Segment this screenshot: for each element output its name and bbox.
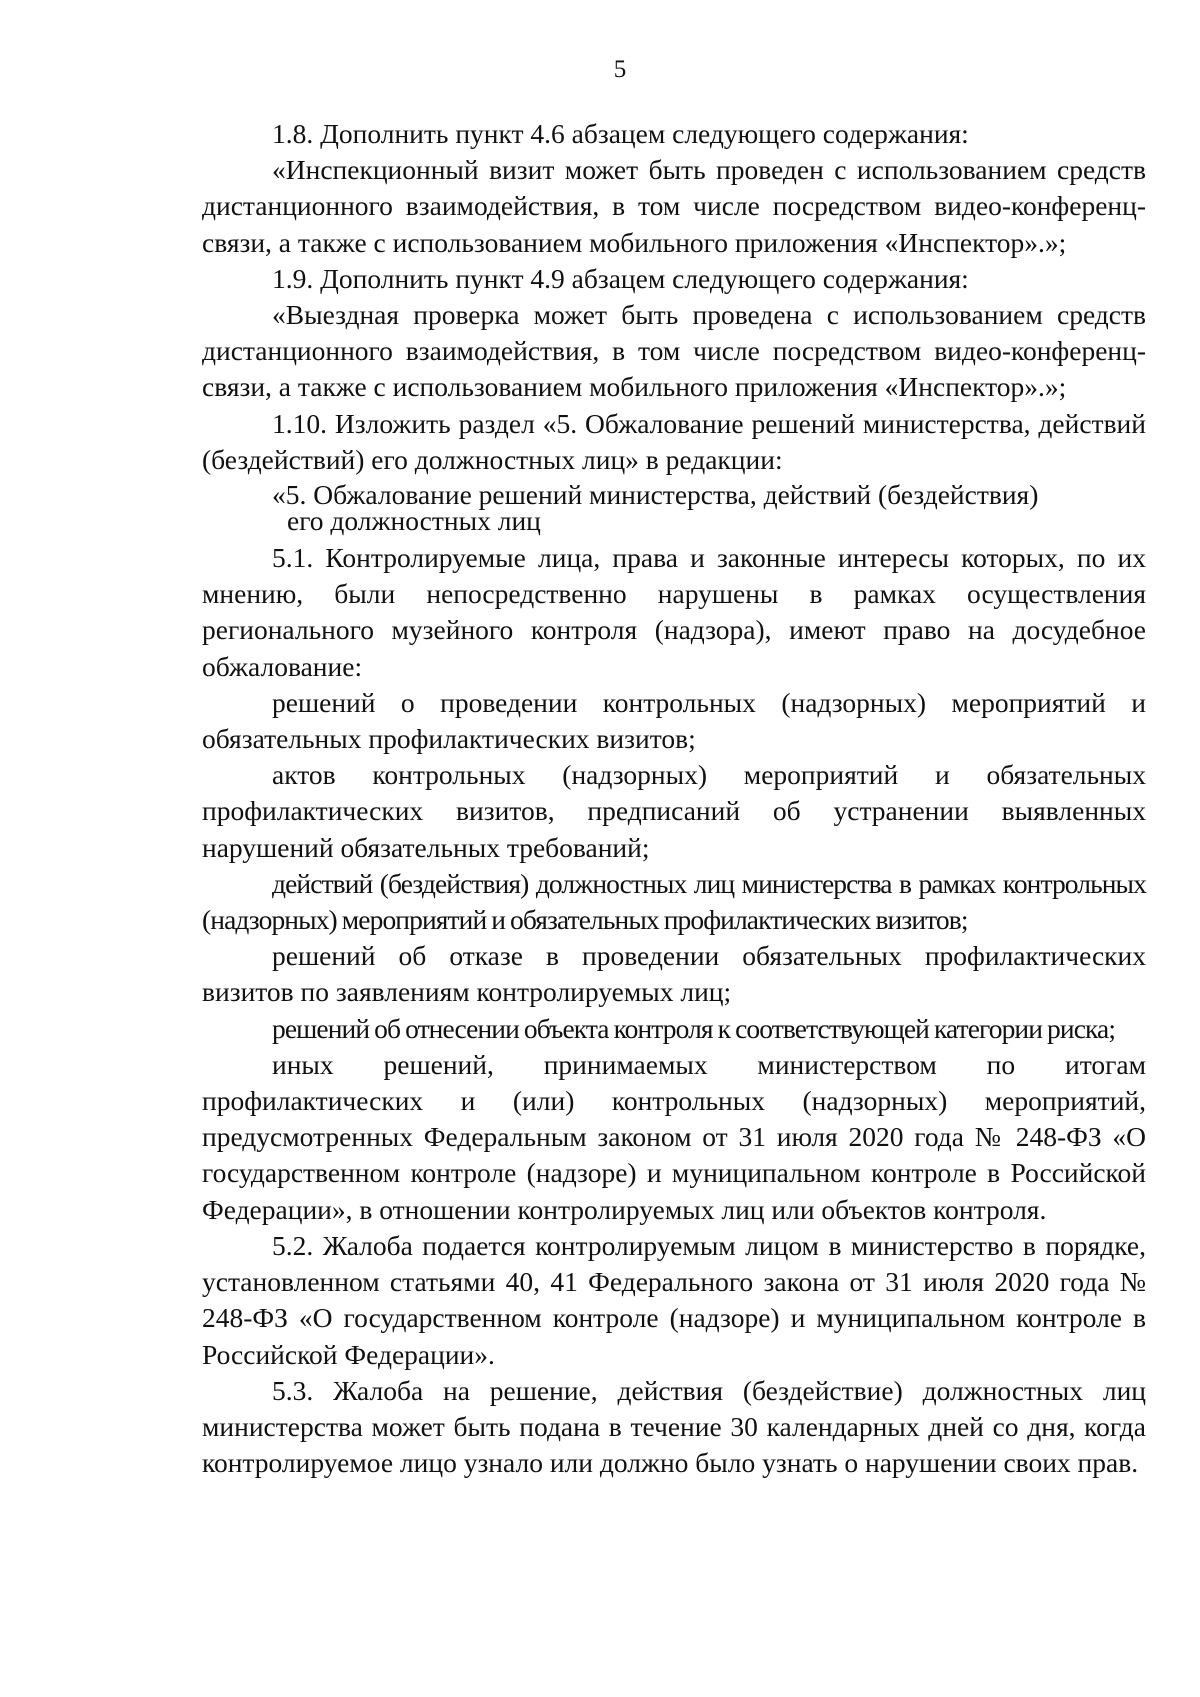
list-item-refusal-decisions: решений об отказе в проведении обязательных профилактических визитов по заявлениям контролируемых лиц; <box>202 940 1146 1008</box>
paragraph-5-2: 5.2. Жалоба подается контролируемым лицом в министерство в порядке, установленном статьями 40, 41 Федерального закона от 31 июля 2020 года № 248-ФЗ «О государственном контроле (надзоре) и муниципальном контроле в Российской Федерации». <box>202 1229 1146 1370</box>
paragraph-1-8-quote: «Инспекционный визит может быть проведен с использованием средств дистанционного взаимодействия, в том числе посредством видео-конференц-связи, а также с использованием мобильного приложения «Инспектор».»; <box>202 154 1146 258</box>
section-heading-line-2: его должностных лиц <box>287 505 541 537</box>
paragraph-5-3: 5.3. Жалоба на решение, действия (бездействие) должностных лиц министерства может быть подана в течение 30 календарных дней со дня, когда контролируемое лицо узнало или должно было узнать о нарушении своих прав. <box>202 1374 1146 1479</box>
paragraph-1-9: 1.9. Дополнить пункт 4.9 абзацем следующего содержания: <box>272 262 969 294</box>
list-item-actions-of-officials: действий (бездействия) должностных лиц министерства в рамках контрольных (надзорных) мероприятий и обязательных профилактических визитов; <box>202 867 1146 936</box>
paragraph-1-8: 1.8. Дополнить пункт 4.6 абзацем следующего содержания: <box>272 118 969 149</box>
paragraph-5-1: 5.1. Контролируемые лица, права и законные интересы которых, по их мнению, были непосредственно нарушены в рамках осуществления регионального музейного контроля (надзора), имеют право на досудебное обжалование: <box>202 542 1146 682</box>
list-item-other-decisions: иных решений, принимаемых министерством по итогам профилактических и (или) контрольных (надзорных) мероприятий, предусмотренных Федеральным законом от 31 июля 2020 года № 248-ФЗ «О государственном контроле (надзоре) и муниципальном контроле в Российской Федерации», в отношении контролируемых лиц или объектов контроля. <box>202 1048 1146 1225</box>
page-number: 5 <box>613 56 627 83</box>
list-item-decisions-on-conducting: решений о проведении контрольных (надзорных) мероприятий и обязательных профилактических визитов; <box>202 686 1146 755</box>
document-body <box>202 116 1146 1481</box>
list-item-acts: актов контрольных (надзорных) мероприятий и обязательных профилактических визитов, предписаний об устранении выявленных нарушений обязательных требований; <box>202 759 1146 863</box>
paragraph-1-10: 1.10. Изложить раздел «5. Обжалование решений министерства, действий (бездействий) его должностных лиц» в редакции: <box>202 407 1146 475</box>
list-item-risk-category: решений об отнесении объекта контроля к соответствующей категории риска; <box>272 1012 1116 1044</box>
section-heading-line-1: «5. Обжалование решений министерства, действий (бездействия) <box>272 479 1039 511</box>
paragraph-1-9-quote: «Выездная проверка может быть проведена с использованием средств дистанционного взаимодействия, в том числе посредством видео-конференц-связи, а также с использованием мобильного приложения «Инспектор».»; <box>202 299 1146 403</box>
